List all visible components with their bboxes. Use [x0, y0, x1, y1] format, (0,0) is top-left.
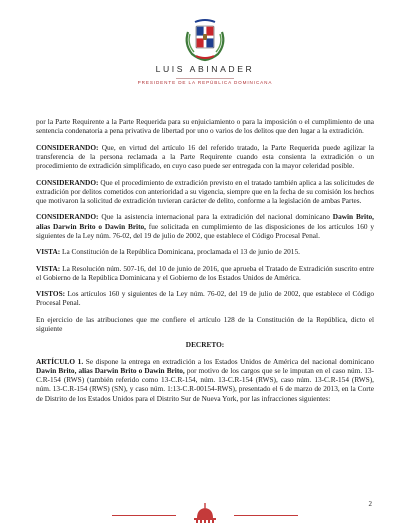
- paragraph-text: fue solicitada en cumplimiento de las disposiciones de los artículos 160 y siguientes de la Ley núm. 76-02, del 19 de julio de 2002, que establece el Código Procesal Penal.: [36, 221, 374, 240]
- paragraph-text: La Resolución núm. 507-16, del 10 de junio de 2016, que aprueba el Tratado de Extradición suscrito entre el Gobierno de la República Dominicana y el Gobierno de los Estados Unidos de América.: [36, 263, 374, 282]
- vista-paragraph: [36, 264, 374, 282]
- paragraph-text: Que, en virtud del artículo 16 del referido tratado, la Parte Requerida puede agilizar la transferencia de la persona reclamada a la Parte Requirente cuando esta consienta la extradición o un procedimiento de extradición simplificado, en cuyo caso puede ser entregada con la mayor celeridad posible.: [36, 142, 374, 171]
- letterhead: [0, 0, 410, 105]
- vistos-paragraph: [36, 289, 374, 307]
- president-name: LUIS ABINADER: [155, 64, 255, 74]
- paragraph-text: Que el procedimiento de extradición previsto en el tratado también aplica a las solicitudes de extradición por delitos cometidos con anterioridad a su vigencia, siempre que en la fecha de su comisión los hechos que motivaron la solicitud de extradición tuvieran carácter de delito, conforme a la legislación de ambas Partes.: [36, 177, 374, 205]
- footer-divider-left: [112, 515, 176, 516]
- coat-of-arms-icon: [182, 18, 228, 62]
- considerando-paragraph: [36, 212, 374, 239]
- paragraph-keyword: VISTA:: [36, 263, 61, 273]
- paragraph-continuation: [36, 117, 374, 135]
- considerando-paragraph: [36, 178, 374, 205]
- paragraph-text: por motivo de los cargos que se le imputan en el caso núm. 13-C.R-154 (RWS) (también referido como 13-C.R-154, núm. 13-C.R-154 (RWS), caso núm. 13-C.R-154 (RWS), núm. 13-C.R-154 (RWS) (SN), y caso núm. 1:13-C.R-00154-RWS), presentado el 6 de marzo de 2013, en la Corte de Distrito de los Estados Unidos para el Distrito Sur de Nueva York, por las infracciones siguientes:: [36, 366, 374, 403]
- paragraph-text: Los artículos 160 y siguientes de la Ley núm. 76-02, del 19 de julio de 2002, que establece el Código Procesal Penal.: [36, 289, 374, 308]
- extraditee-name: Dawin Brito, alias Darwin Brito o Dawin Brito,: [36, 366, 185, 376]
- paragraph-text: por la Parte Requirente a la Parte Requerida para su enjuiciamiento o para la imposición o el cumplimiento de una sentencia condenatoria a pena privativa de libertad por uno o varios de los delitos que den lugar a la extradición.: [36, 117, 374, 136]
- header-divider: [176, 78, 234, 79]
- paragraph-keyword: CONSIDERANDO:: [36, 212, 99, 222]
- paragraph-keyword: CONSIDERANDO:: [36, 177, 99, 187]
- paragraph-text: Que la asistencia internacional para la extradición del nacional dominicano: [98, 212, 333, 222]
- enactment-paragraph: [36, 315, 374, 333]
- document-body: [36, 117, 374, 410]
- extraditee-name: Dawin Brito, alias Darwin Brito o Dawin Brito,: [36, 212, 374, 231]
- footer-divider-right: [234, 515, 298, 516]
- considerando-paragraph: [36, 143, 374, 170]
- page-number: 2: [368, 500, 372, 508]
- article-keyword: ARTÍCULO 1.: [36, 356, 84, 366]
- vista-paragraph: [36, 247, 374, 256]
- paragraph-text: Se dispone la entrega en extradición a los Estados Unidos de América del nacional dominicano: [83, 356, 374, 366]
- paragraph-keyword: CONSIDERANDO:: [36, 142, 99, 152]
- president-title: PRESIDENTE DE LA REPÚBLICA DOMINICANA: [137, 80, 273, 85]
- paragraph-text: En ejercicio de las atribuciones que me confiere el artículo 128 de la Constitución de la República, dicto el siguiente: [36, 314, 374, 334]
- article-paragraph: [36, 357, 374, 403]
- palace-dome-icon: [189, 500, 221, 524]
- paragraph-keyword: VISTOS:: [36, 289, 66, 299]
- decree-heading: DECRETO:: [185, 340, 225, 350]
- paragraph-keyword: VISTA:: [36, 247, 61, 257]
- paragraph-text: La Constitución de la República Dominicana, proclamada el 13 de junio de 2015.: [60, 247, 300, 257]
